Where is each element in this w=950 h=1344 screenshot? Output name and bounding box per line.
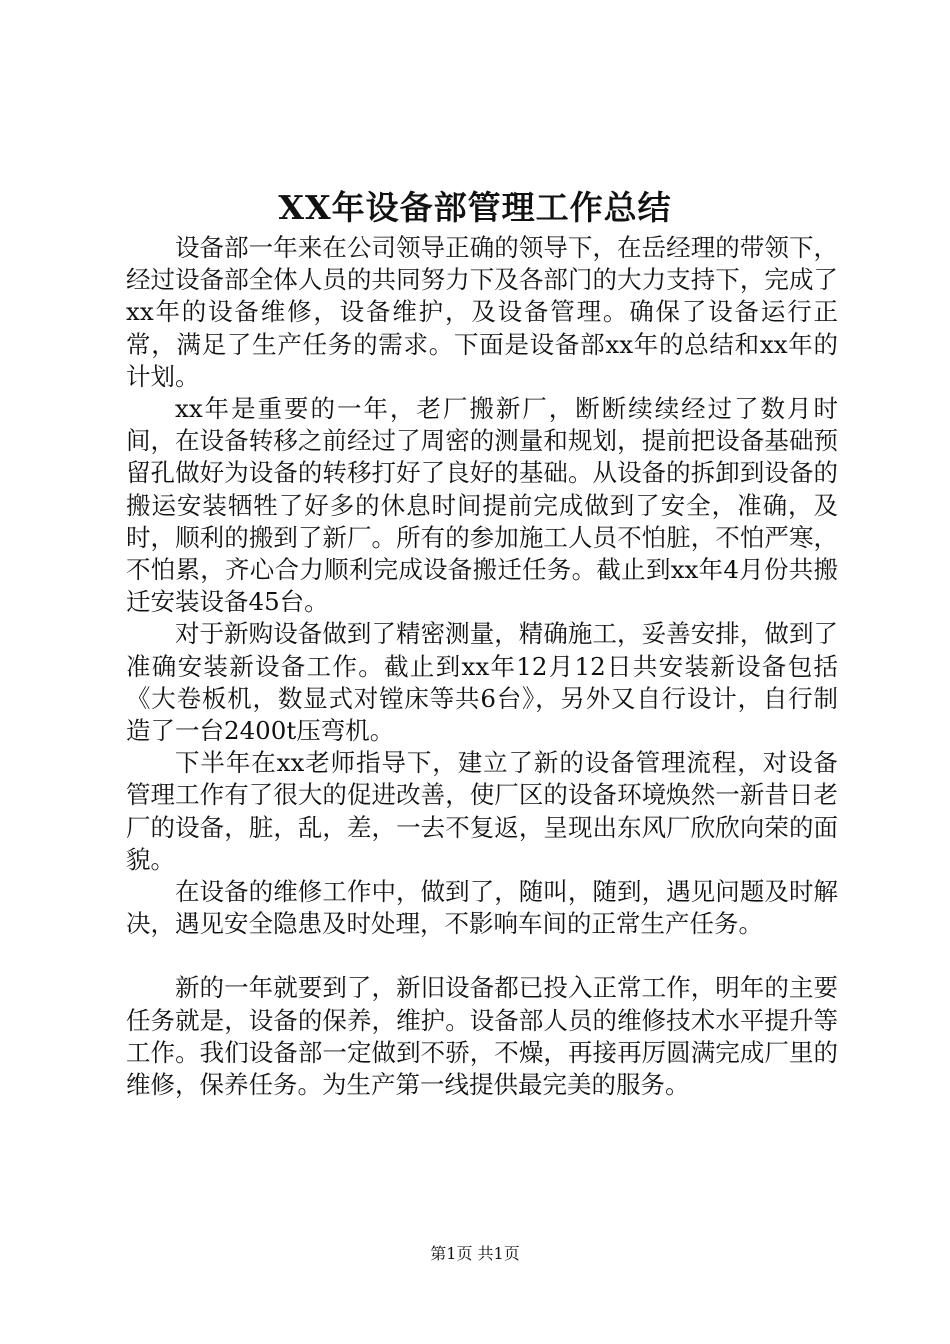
- paragraph: 在设备的维修工作中，做到了，随叫，随到，遇见问题及时解决，遇见安全隐患及时处理，不影响车间的正常生产任务。: [126, 877, 838, 939]
- paragraph: 对于新购设备做到了精密测量，精确施工，妥善安排，做到了准确安装新设备工作。截止到xx年12月12日共安装新设备包括《大卷板机，数显式对镗床等共6台》，另外又自行设计，自行制造了一台2400t压弯机。: [126, 619, 838, 746]
- document-body: [126, 232, 838, 1101]
- paragraph: 设备部一年来在公司领导正确的领导下，在岳经理的带领下，经过设备部全体人员的共同努力下及各部门的大力支持下，完成了xx年的设备维修，设备维护，及设备管理。确保了设备运行正常，满足了生产任务的需求。下面是设备部xx年的总结和xx年的计划。: [126, 233, 838, 391]
- document-title: XX年设备部管理工作总结: [278, 188, 672, 227]
- paragraph: xx年是重要的一年，老厂搬新厂，断断续续经过了数月时间，在设备转移之前经过了周密的测量和规划，提前把设备基础预留孔做好为设备的转移打好了良好的基础。从设备的拆卸到设备的搬运安装牺牲了好多的休息时间提前完成做到了安全，准确，及时，顺利的搬到了新厂。所有的参加施工人员不怕脏，不怕严寒，不怕累，齐心合力顺利完成设备搬迁任务。截止到xx年4月份共搬迁安装设备45台。: [126, 394, 838, 617]
- page-footer: 第1页 共1页: [430, 1244, 520, 1263]
- paragraph: 下半年在xx老师指导下，建立了新的设备管理流程，对设备管理工作有了很大的促进改善，使厂区的设备环境焕然一新昔日老厂的设备，脏，乱，差，一去不复返，呈现出东风厂欣欣向荣的面貌。: [126, 748, 838, 874]
- paragraph: 新的一年就要到了，新旧设备都已投入正常工作，明年的主要任务就是，设备的保养，维护。设备部人员的维修技术水平提升等工作。我们设备部一定做到不骄，不燥，再接再厉圆满完成厂里的维修，保养任务。为生产第一线提供最完美的服务。: [126, 973, 838, 1100]
